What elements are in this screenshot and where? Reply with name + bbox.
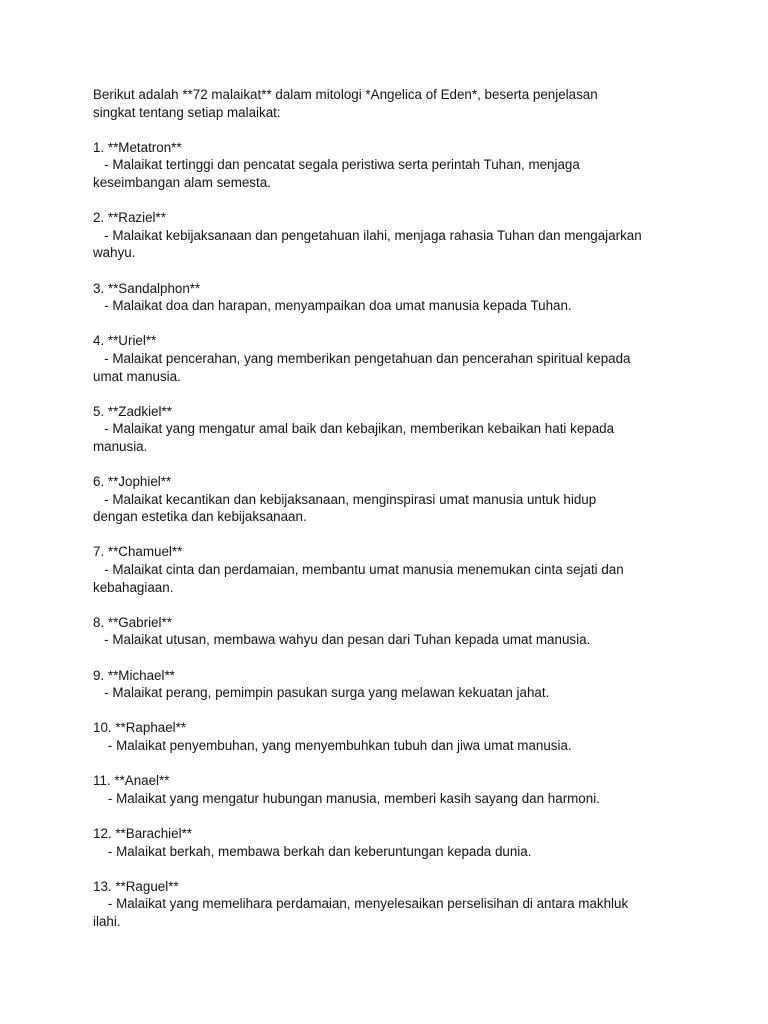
entry-description: - Malaikat kebijaksanaan dan pengetahuan ilahi, menjaga rahasia Tuhan dan mengajarkan wahyu. [93,227,642,261]
entry-description: - Malaikat pencerahan, yang memberikan pengetahuan dan pencerahan spiritual kepada umat manusia. [93,350,631,384]
entry-description: - Malaikat yang mengatur amal baik dan kebajikan, memberikan kebaikan hati kepada manusia. [93,421,615,454]
entry-title: 6. **Jophiel** [93,474,172,490]
entry-title: 10. **Raphael** [93,720,187,736]
angel-entry-anael [93,772,693,807]
entry-title: 8. **Gabriel** [93,614,172,630]
entry-description: - Malaikat cinta dan perdamaian, membantu umat manusia menemukan cinta sejati dan kebahagiaan. [93,562,624,595]
entry-description: - Malaikat yang mengatur hubungan manusia, memberi kasih sayang dan harmoni. [93,790,600,806]
angel-entry-sandalphon [93,280,693,315]
angel-entry-raguel [93,878,693,931]
entry-description: - Malaikat berkah, membawa berkah dan keberuntungan kepada dunia. [93,843,532,859]
entry-title: 7. **Chamuel** [93,544,183,560]
entry-description: - Malaikat perang, pemimpin pasukan surga yang melawan kekuatan jahat. [93,685,550,701]
entry-title: 3. **Sandalphon** [93,280,201,296]
entry-title: 1. **Metatron** [93,139,182,155]
entry-title: 4. **Uriel** [93,333,157,349]
angel-entry-chamuel [93,543,693,596]
entry-description: - Malaikat penyembuhan, yang menyembuhkan tubuh dan jiwa umat manusia. [93,737,572,753]
entry-description: - Malaikat yang memelihara perdamaian, menyelesaikan perselisihan di antara makhluk ilahi. [93,896,629,929]
entry-title: 11. **Anael** [93,773,170,789]
entry-title: 2. **Raziel** [93,210,166,226]
angel-entry-jophiel [93,473,693,526]
document-body [93,86,693,948]
angel-entry-gabriel [93,614,693,649]
entry-description: - Malaikat utusan, membawa wahyu dan pesan dari Tuhan kepada umat manusia. [93,632,591,648]
angel-entry-raphael [93,719,693,754]
entry-title: 9. **Michael** [93,667,175,683]
entry-title: 12. **Barachiel** [93,825,193,841]
angel-entry-raziel [93,209,693,262]
intro-paragraph: Berikut adalah **72 malaikat** dalam mitologi *Angelica of Eden*, beserta penjelasan singkat tentang setiap malaikat: [93,87,598,120]
angel-entry-uriel [93,332,693,385]
angel-entry-zadkiel [93,403,693,456]
entry-description: - Malaikat tertinggi dan pencatat segala peristiwa serta perintah Tuhan, menjaga keseimbangan alam semesta. [93,157,580,190]
angel-entry-metatron [93,139,693,192]
angel-entry-barachiel [93,825,693,860]
entry-title: 5. **Zadkiel** [93,403,172,419]
angel-entry-michael [93,667,693,702]
entry-title: 13. **Raguel** [93,878,179,894]
entry-description: - Malaikat kecantikan dan kebijaksanaan, menginspirasi umat manusia untuk hidup dengan estetika dan kebijaksanaan. [93,491,597,525]
entry-description: - Malaikat doa dan harapan, menyampaikan doa umat manusia kepada Tuhan. [93,298,572,314]
